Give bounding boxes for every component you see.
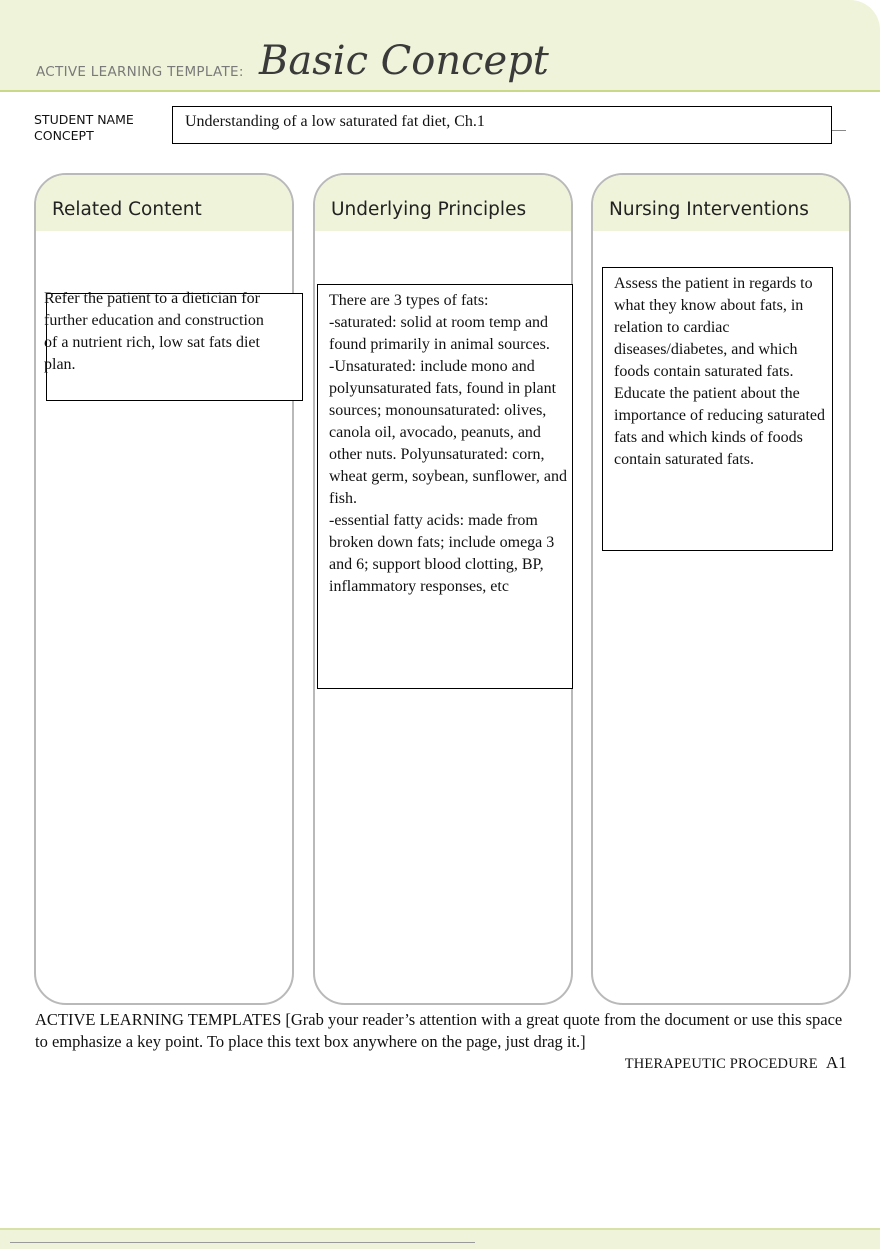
template-label: ACTIVE LEARNING TEMPLATE: [36, 64, 244, 80]
concept-field-tail [832, 130, 846, 131]
procedure-label: THERAPEUTIC PROCEDURE [624, 1056, 818, 1072]
underlying-principles-heading: Underlying Principles [331, 199, 527, 220]
bottom-rule [10, 1242, 475, 1243]
nursing-interventions-text: Assess the patient in regards to what they know about fats, in relation to cardiac diseases/diabetes, and which foods contain saturated fats. Educate the patient about the importance of reducing saturated fats and which kinds of foods contain saturated fats. [614, 275, 830, 468]
student-name-label: STUDENT NAME [34, 112, 134, 127]
nursing-interventions-textbox[interactable] [602, 267, 833, 551]
footer-quote[interactable]: ACTIVE LEARNING TEMPLATES [Grab your reader’s attention with a great quote from the document or use this space to emphasize a key point. To place this text box anywhere on the page, just drag it.] [35, 1010, 843, 1051]
concept-label: CONCEPT [34, 128, 94, 143]
nursing-interventions-header [593, 175, 849, 231]
underlying-principles-text: There are 3 types of fats: -saturated: solid at room temp and found primarily in animal sources. -Unsaturated: include mono and polyunsaturated fats, found in plant sources; monounsaturated: olives, canola oil, avocado, peanuts, and other nuts. Polyunsaturated: corn, wheat germ, soybean, sunflower, and fish. -essential fatty acids: made from broken down fats; include omega 3 and 6; support blood clotting, BP, inflammatory responses, etc [329, 292, 567, 595]
page-title: Basic Concept [259, 38, 549, 84]
footer-procedure [625, 1053, 847, 1073]
nursing-interventions-heading: Nursing Interventions [609, 199, 809, 220]
student-labels [34, 112, 134, 144]
related-content-heading: Related Content [52, 199, 202, 220]
related-content-text: Refer the patient to a dietician for further education and construction of a nutrient rich, low sat fats diet plan. [44, 290, 268, 373]
related-content-textbox[interactable] [44, 290, 303, 401]
concept-field[interactable]: Understanding of a low saturated fat diet, Ch.1 [172, 106, 832, 144]
underlying-principles-header [315, 175, 571, 231]
bottom-band [0, 1228, 880, 1249]
underlying-principles-textbox[interactable] [317, 284, 573, 689]
procedure-code: A1 [825, 1053, 847, 1072]
related-content-header [36, 175, 292, 231]
